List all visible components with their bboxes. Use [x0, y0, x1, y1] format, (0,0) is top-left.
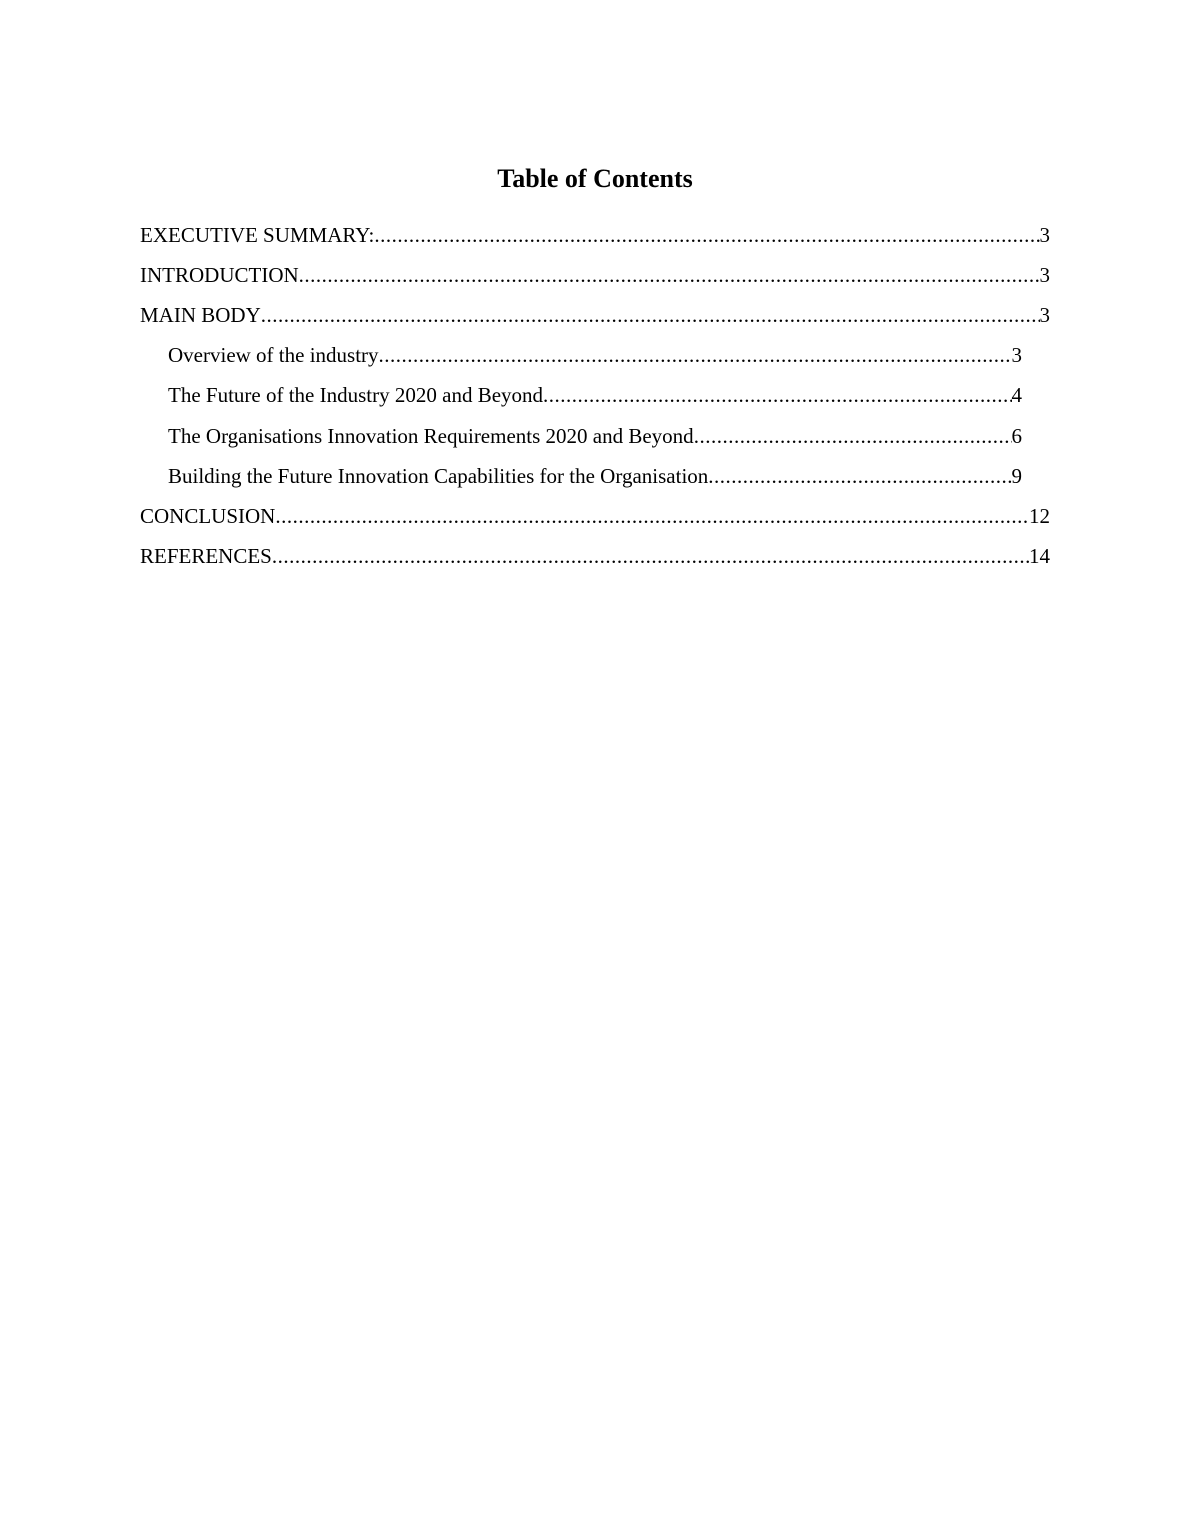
toc-entry-page-number: 6	[1011, 424, 1022, 448]
toc-entry-page-number: 12	[1029, 504, 1050, 528]
toc-dot-leader	[543, 378, 1011, 412]
toc-entry-label: Building the Future Innovation Capabilities for the Organisation	[168, 464, 709, 488]
toc-dot-leader	[694, 419, 1012, 453]
toc-entry-page-number: 4	[1011, 383, 1022, 407]
toc-entry-page-number: 14	[1029, 544, 1050, 568]
toc-dot-leader	[299, 258, 1040, 292]
toc-entry-label: MAIN BODY	[140, 303, 261, 327]
toc-entry-page-number: 3	[1039, 263, 1050, 287]
toc-entry-introduction[interactable]	[140, 258, 1050, 292]
toc-entry-label: REFERENCES	[140, 544, 272, 568]
toc-entry-page-number: 3	[1039, 303, 1050, 327]
toc-dot-leader	[261, 298, 1040, 332]
toc-entry-label: The Organisations Innovation Requirements 2020 and Beyond	[168, 424, 694, 448]
toc-entry-innovation-capabilities[interactable]	[168, 459, 1022, 493]
toc-dot-leader	[275, 499, 1029, 533]
toc-entry-label: Overview of the industry	[168, 343, 379, 367]
toc-entry-label: CONCLUSION	[140, 504, 276, 528]
toc-entry-main-body[interactable]	[140, 298, 1050, 332]
toc-entry-page-number: 3	[1011, 343, 1022, 367]
toc-entry-executive-summary[interactable]	[140, 218, 1050, 252]
toc-entry-page-number: 3	[1039, 223, 1050, 247]
toc-entry-label: INTRODUCTION	[140, 263, 299, 287]
toc-dot-leader	[708, 459, 1011, 493]
toc-dot-leader	[374, 218, 1039, 252]
toc-entry-innovation-requirements[interactable]	[168, 419, 1022, 453]
toc-entry-overview-of-the-industry[interactable]	[168, 338, 1022, 372]
toc-entry-label: The Future of the Industry 2020 and Beyond	[168, 383, 544, 407]
toc-entry-label: EXECUTIVE SUMMARY:	[140, 223, 375, 247]
toc-dot-leader	[272, 539, 1029, 573]
toc-entry-page-number: 9	[1011, 464, 1022, 488]
toc-entry-conclusion[interactable]	[140, 499, 1050, 533]
toc-entry-references[interactable]	[140, 539, 1050, 573]
toc-entry-future-of-the-industry[interactable]	[168, 378, 1022, 412]
toc-title: Table of Contents	[497, 164, 693, 193]
toc-dot-leader	[379, 338, 1012, 372]
